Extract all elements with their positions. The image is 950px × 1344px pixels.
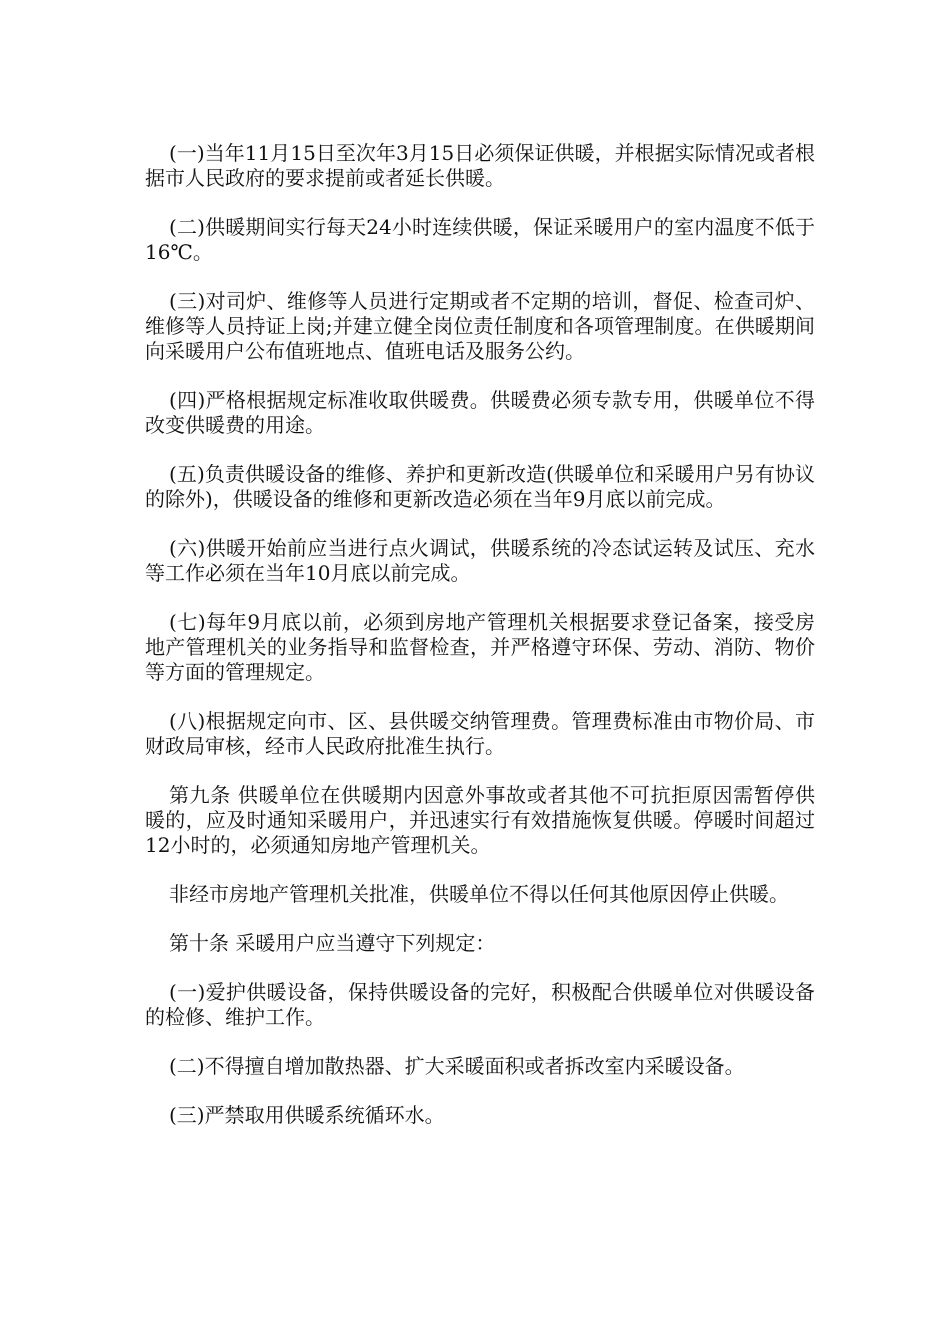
paragraph-10: 非经市房地产管理机关批准，供暖单位不得以任何其他原因停止供暖。 [169, 882, 789, 906]
paragraph-5: (五)负责供暖设备的维修、养护和更新改造(供暖单位和采暖用户另有协议的除外)，供暖设备的维修和更新改造必须在当年9月底以前完成。 [145, 462, 815, 511]
paragraph-4: (四)严格根据规定标准收取供暖费。供暖费必须专款专用，供暖单位不得改变供暖费的用途。 [145, 388, 815, 437]
paragraph-2: (二)供暖期间实行每天24小时连续供暖，保证采暖用户的室内温度不低于16℃。 [145, 215, 815, 264]
paragraph-13: (二)不得擅自增加散热器、扩大采暖面积或者拆改室内采暖设备。 [169, 1054, 745, 1078]
paragraph-11: 第十条 采暖用户应当遵守下列规定： [169, 931, 496, 955]
document-body [145, 141, 815, 1128]
paragraph-14: (三)严禁取用供暖系统循环水。 [169, 1103, 445, 1127]
paragraph-7: (七)每年9月底以前，必须到房地产管理机关根据要求登记备案，接受房地产管理机关的业务指导和监督检查，并严格遵守环保、劳动、消防、物价等方面的管理规定。 [145, 610, 815, 684]
paragraph-8: (八)根据规定向市、区、县供暖交纳管理费。管理费标准由市物价局、市财政局审核，经市人民政府批准生执行。 [145, 709, 815, 758]
paragraph-9: 第九条 供暖单位在供暖期内因意外事故或者其他不可抗拒原因需暂停供暖的，应及时通知采暖用户，并迅速实行有效措施恢复供暖。停暖时间超过12小时的，必须通知房地产管理机关。 [145, 783, 815, 857]
paragraph-1: (一)当年11月15日至次年3月15日必须保证供暖，并根据实际情况或者根据市人民政府的要求提前或者延长供暖。 [145, 141, 815, 190]
paragraph-6: (六)供暖开始前应当进行点火调试，供暖系统的冷态试运转及试压、充水等工作必须在当年10月底以前完成。 [145, 536, 815, 585]
paragraph-3: (三)对司炉、维修等人员进行定期或者不定期的培训，督促、检查司炉、维修等人员持证上岗;并建立健全岗位责任制度和各项管理制度。在供暖期间向采暖用户公布值班地点、值班电话及服务公约。 [145, 289, 815, 363]
paragraph-12: (一)爱护供暖设备，保持供暖设备的完好，积极配合供暖单位对供暖设备的检修、维护工作。 [145, 980, 815, 1029]
